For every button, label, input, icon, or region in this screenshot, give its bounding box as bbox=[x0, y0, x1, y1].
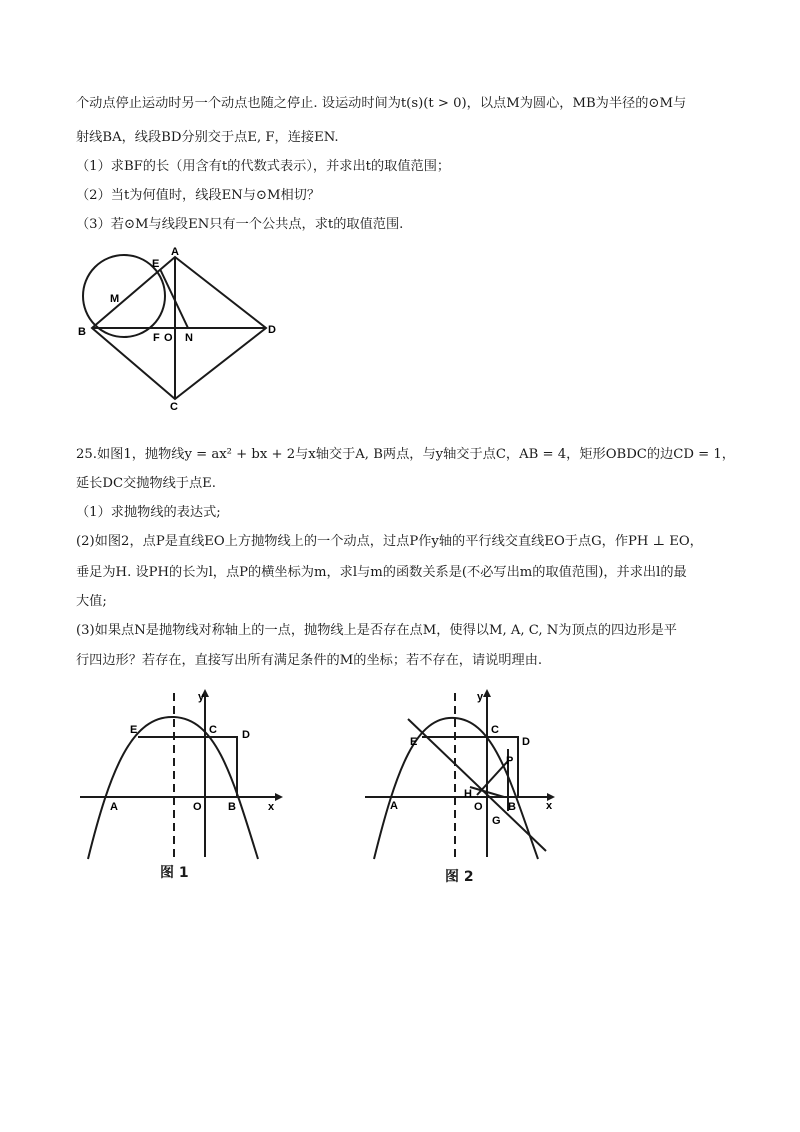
label-f: F bbox=[153, 332, 160, 344]
label-b: B bbox=[508, 801, 516, 813]
x-axis-arrow-icon bbox=[275, 793, 283, 801]
label-d: D bbox=[522, 736, 530, 748]
label-d: D bbox=[242, 729, 250, 741]
label-a: A bbox=[110, 801, 118, 813]
p25-question3-part2: 行四边形？若存在，直接写出所有满足条件的M的坐标；若不存在，请说明理由. bbox=[76, 653, 543, 668]
p25-question2-part3: 大值; bbox=[76, 594, 107, 609]
p25-line1: 25.如图1，抛物线y = ax² + bx + 2与x轴交于A, B两点，与y轴交于点C，AB = 4，矩形OBDC的边CD = 1， bbox=[76, 447, 735, 462]
label-b: B bbox=[78, 326, 86, 338]
figure-2-diagram bbox=[360, 685, 570, 865]
label-a: A bbox=[171, 246, 179, 258]
p25-question3-part1: (3)如果点N是抛物线对称轴上的一点，抛物线上是否存在点M，使得以M, A, C, N为顶点的四边形是平 bbox=[76, 623, 677, 638]
label-x: x bbox=[268, 801, 275, 813]
y-axis-arrow-icon bbox=[483, 689, 491, 697]
label-c: C bbox=[209, 724, 217, 736]
label-e: E bbox=[152, 258, 160, 270]
label-y: y bbox=[477, 691, 484, 703]
p25-question1: （1）求抛物线的表达式; bbox=[76, 505, 221, 520]
label-y: y bbox=[198, 691, 205, 703]
label-n: N bbox=[185, 332, 193, 344]
label-h: H bbox=[464, 788, 472, 800]
label-c: C bbox=[170, 401, 178, 413]
p24-question2: （2）当t为何值时，线段EN与⊙M相切？ bbox=[76, 188, 321, 203]
label-c: C bbox=[491, 724, 499, 736]
rectangle-segments-ecd bbox=[138, 737, 237, 797]
figure-2-caption: 图 2 bbox=[445, 869, 474, 885]
label-g: G bbox=[492, 815, 501, 827]
p24-question1: （1）求BF的长（用含有t的代数式表示），并求出t的取值范围； bbox=[76, 159, 451, 174]
label-o: O bbox=[474, 801, 483, 813]
figure-24-diagram bbox=[70, 245, 285, 415]
label-e: E bbox=[130, 724, 138, 736]
p24-line2: 射线BA，线段BD分别交于点E, F，连接EN. bbox=[76, 130, 339, 145]
label-x: x bbox=[546, 800, 553, 812]
p25-line2: 延长DC交抛物线于点E. bbox=[76, 476, 216, 491]
label-b: B bbox=[228, 801, 236, 813]
p24-line1: 个动点停止运动时另一个动点也随之停止. 设运动时间为t(s)(t > 0)，以点M为圆心，MB为半径的⊙M与 bbox=[76, 96, 687, 111]
label-p: P bbox=[506, 755, 514, 767]
label-d: D bbox=[268, 324, 276, 336]
p25-question2-part1: (2)如图2，点P是直线EO上方抛物线上的一个动点，过点P作y轴的平行线交直线EO于点G，作PH ⊥ EO， bbox=[76, 534, 703, 549]
figure-1-diagram bbox=[70, 685, 290, 860]
figure-1-caption: 图 1 bbox=[160, 865, 189, 881]
label-e: E bbox=[410, 736, 418, 748]
label-m: M bbox=[110, 293, 120, 305]
label-o: O bbox=[164, 332, 173, 344]
label-a: A bbox=[390, 800, 398, 812]
p24-question3: （3）若⊙M与线段EN只有一个公共点，求t的取值范围. bbox=[76, 217, 404, 232]
label-o: O bbox=[193, 801, 202, 813]
p25-question2-part2: 垂足为H. 设PH的长为l，点P的横坐标为m，求l与m的函数关系是(不必写出m的取值范围)，并求出l的最 bbox=[76, 565, 687, 580]
